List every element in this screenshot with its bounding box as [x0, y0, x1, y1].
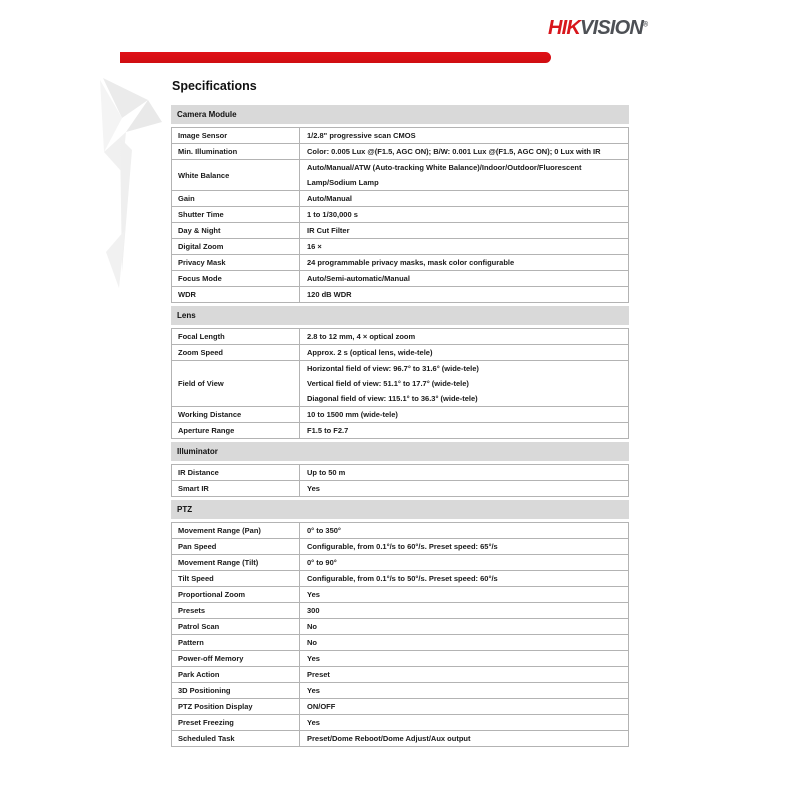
- spec-row-park-action: [172, 666, 628, 682]
- spec-row-label: Movement Range (Pan): [172, 523, 300, 538]
- spec-row-value: [300, 555, 628, 570]
- spec-row-value: [300, 603, 628, 618]
- spec-row-label: Presets: [172, 603, 300, 618]
- spec-section-illuminator: [171, 442, 629, 497]
- spec-row-value: [300, 144, 628, 159]
- spec-value-line: Vertical field of view: 51.1° to 17.7° (wide-tele): [307, 379, 469, 388]
- spec-row-smart-ir: [172, 480, 628, 496]
- spec-row-movement-range-tilt: [172, 554, 628, 570]
- spec-row-value: [300, 587, 628, 602]
- spec-row-label: Scheduled Task: [172, 731, 300, 746]
- spec-row-focal-length: [172, 329, 628, 344]
- spec-row-label: Pan Speed: [172, 539, 300, 554]
- spec-row-value: [300, 423, 628, 438]
- spec-row-label: Tilt Speed: [172, 571, 300, 586]
- spec-value-line: 24 programmable privacy masks, mask color configurable: [307, 258, 515, 267]
- spec-value-line: 0° to 90°: [307, 558, 337, 567]
- spec-row-value: [300, 407, 628, 422]
- spec-row-value: [300, 191, 628, 206]
- spec-row-label: Smart IR: [172, 481, 300, 496]
- spec-row-label: Preset Freezing: [172, 715, 300, 730]
- spec-value-line: Up to 50 m: [307, 468, 346, 477]
- spec-row-wdr: [172, 286, 628, 302]
- spec-value-line: F1.5 to F2.7: [307, 426, 349, 435]
- red-banner-bar: [120, 52, 551, 63]
- spec-value-line: Yes: [307, 654, 320, 663]
- spec-value-line: Lamp/Sodium Lamp: [307, 178, 379, 187]
- spec-row-label: Field of View: [172, 361, 300, 406]
- spec-value-line: IR Cut Filter: [307, 226, 350, 235]
- spec-row-value: [300, 271, 628, 286]
- spec-row-tilt-speed: [172, 570, 628, 586]
- spec-row-label: Proportional Zoom: [172, 587, 300, 602]
- spec-row-value: [300, 160, 628, 190]
- spec-value-line: No: [307, 638, 317, 647]
- spec-row-proportional-zoom: [172, 586, 628, 602]
- spec-row-value: [300, 523, 628, 538]
- spec-row-value: [300, 635, 628, 650]
- section-header-illuminator: Illuminator: [171, 442, 629, 461]
- spec-value-line: No: [307, 622, 317, 631]
- spec-value-line: 1/2.8" progressive scan CMOS: [307, 131, 416, 140]
- spec-row-field-of-view: [172, 360, 628, 406]
- spec-value-line: Horizontal field of view: 96.7° to 31.6° (wide-tele): [307, 364, 479, 373]
- spec-row-label: Image Sensor: [172, 128, 300, 143]
- spec-value-line: Yes: [307, 484, 320, 493]
- registered-mark-icon: ®: [643, 21, 649, 29]
- spec-row-focus-mode: [172, 270, 628, 286]
- spec-row-label: PTZ Position Display: [172, 699, 300, 714]
- spec-row-value: [300, 651, 628, 666]
- spec-section-ptz: [171, 500, 629, 747]
- spec-row-pattern: [172, 634, 628, 650]
- spec-value-line: Auto/Manual: [307, 194, 352, 203]
- spec-value-line: Configurable, from 0.1°/s to 60°/s. Preset speed: 65°/s: [307, 542, 498, 551]
- spec-row-3d-positioning: [172, 682, 628, 698]
- spec-row-shutter-time: [172, 206, 628, 222]
- spec-row-presets: [172, 602, 628, 618]
- spec-row-gain: [172, 190, 628, 206]
- spec-row-value: [300, 128, 628, 143]
- spec-row-value: [300, 619, 628, 634]
- spec-row-value: [300, 287, 628, 302]
- spec-row-label: Focal Length: [172, 329, 300, 344]
- spec-value-line: Yes: [307, 718, 320, 727]
- spec-row-value: [300, 731, 628, 746]
- spec-row-label: Zoom Speed: [172, 345, 300, 360]
- spec-row-label: Shutter Time: [172, 207, 300, 222]
- spec-value-line: 0° to 350°: [307, 526, 341, 535]
- spec-row-label: 3D Positioning: [172, 683, 300, 698]
- spec-value-line: 1 to 1/30,000 s: [307, 210, 358, 219]
- spec-row-pan-speed: [172, 538, 628, 554]
- spec-value-line: Color: 0.005 Lux @(F1.5, AGC ON); B/W: 0.001 Lux @(F1.5, AGC ON); 0 Lux with IR: [307, 147, 601, 156]
- spec-value-line: Approx. 2 s (optical lens, wide-tele): [307, 348, 433, 357]
- spec-row-value: [300, 683, 628, 698]
- spec-value-line: Diagonal field of view: 115.1° to 36.3° (wide-tele): [307, 394, 478, 403]
- spec-row-image-sensor: [172, 128, 628, 143]
- spec-row-preset-freezing: [172, 714, 628, 730]
- logo-hik-text: HIK: [548, 17, 581, 39]
- spec-row-label: Min. Illumination: [172, 144, 300, 159]
- spec-row-day-night: [172, 222, 628, 238]
- spec-row-value: [300, 539, 628, 554]
- spec-row-label: Pattern: [172, 635, 300, 650]
- spec-row-scheduled-task: [172, 730, 628, 746]
- spec-row-value: [300, 239, 628, 254]
- spec-value-line: 16 ×: [307, 242, 322, 251]
- spec-value-line: 300: [307, 606, 320, 615]
- spec-row-zoom-speed: [172, 344, 628, 360]
- spec-value-line: 10 to 1500 mm (wide-tele): [307, 410, 398, 419]
- spec-row-value: [300, 481, 628, 496]
- spec-row-value: [300, 715, 628, 730]
- spec-row-label: Power-off Memory: [172, 651, 300, 666]
- spec-row-label: Working Distance: [172, 407, 300, 422]
- spec-row-label: Park Action: [172, 667, 300, 682]
- spec-row-value: [300, 329, 628, 344]
- spec-row-power-off-memory: [172, 650, 628, 666]
- spec-row-label: WDR: [172, 287, 300, 302]
- spec-row-label: Privacy Mask: [172, 255, 300, 270]
- spec-row-label: Day & Night: [172, 223, 300, 238]
- spec-row-value: [300, 465, 628, 480]
- spec-row-label: Focus Mode: [172, 271, 300, 286]
- spec-row-privacy-mask: [172, 254, 628, 270]
- hikvision-star-watermark-icon: [98, 60, 168, 295]
- spec-row-value: [300, 699, 628, 714]
- spec-row-white-balance: [172, 159, 628, 190]
- spec-row-aperture-range: [172, 422, 628, 438]
- spec-value-line: Preset: [307, 670, 330, 679]
- spec-row-min-illumination: [172, 143, 628, 159]
- section-header-camera-module: Camera Module: [171, 105, 629, 124]
- section-rows: [171, 522, 629, 747]
- spec-row-label: Patrol Scan: [172, 619, 300, 634]
- spec-row-value: [300, 255, 628, 270]
- spec-value-line: 2.8 to 12 mm, 4 × optical zoom: [307, 332, 416, 341]
- section-rows: [171, 464, 629, 497]
- spec-table: [171, 105, 629, 747]
- spec-value-line: Auto/Manual/ATW (Auto-tracking White Balance)/Indoor/Outdoor/Fluorescent: [307, 163, 582, 172]
- section-header-ptz: PTZ: [171, 500, 629, 519]
- spec-row-ptz-position-display: [172, 698, 628, 714]
- spec-row-value: [300, 361, 628, 406]
- spec-row-movement-range-pan: [172, 523, 628, 538]
- spec-row-label: Aperture Range: [172, 423, 300, 438]
- spec-row-digital-zoom: [172, 238, 628, 254]
- spec-row-value: [300, 207, 628, 222]
- spec-value-line: Preset/Dome Reboot/Dome Adjust/Aux output: [307, 734, 471, 743]
- hikvision-logo: [548, 17, 648, 40]
- spec-row-ir-distance: [172, 465, 628, 480]
- spec-row-value: [300, 223, 628, 238]
- spec-row-working-distance: [172, 406, 628, 422]
- spec-row-patrol-scan: [172, 618, 628, 634]
- spec-row-label: IR Distance: [172, 465, 300, 480]
- spec-value-line: Yes: [307, 686, 320, 695]
- spec-row-label: White Balance: [172, 160, 300, 190]
- page-title: Specifications: [172, 79, 257, 93]
- spec-row-label: Movement Range (Tilt): [172, 555, 300, 570]
- section-rows: [171, 127, 629, 303]
- spec-row-label: Digital Zoom: [172, 239, 300, 254]
- spec-row-label: Gain: [172, 191, 300, 206]
- spec-value-line: 120 dB WDR: [307, 290, 352, 299]
- spec-section-lens: [171, 306, 629, 439]
- spec-row-value: [300, 571, 628, 586]
- spec-value-line: Auto/Semi-automatic/Manual: [307, 274, 410, 283]
- section-rows: [171, 328, 629, 439]
- logo-vision-text: VISION: [580, 17, 644, 39]
- spec-value-line: ON/OFF: [307, 702, 336, 711]
- spec-section-camera-module: [171, 105, 629, 303]
- section-header-lens: Lens: [171, 306, 629, 325]
- spec-value-line: Yes: [307, 590, 320, 599]
- spec-row-value: [300, 667, 628, 682]
- spec-row-value: [300, 345, 628, 360]
- spec-value-line: Configurable, from 0.1°/s to 50°/s. Preset speed: 60°/s: [307, 574, 498, 583]
